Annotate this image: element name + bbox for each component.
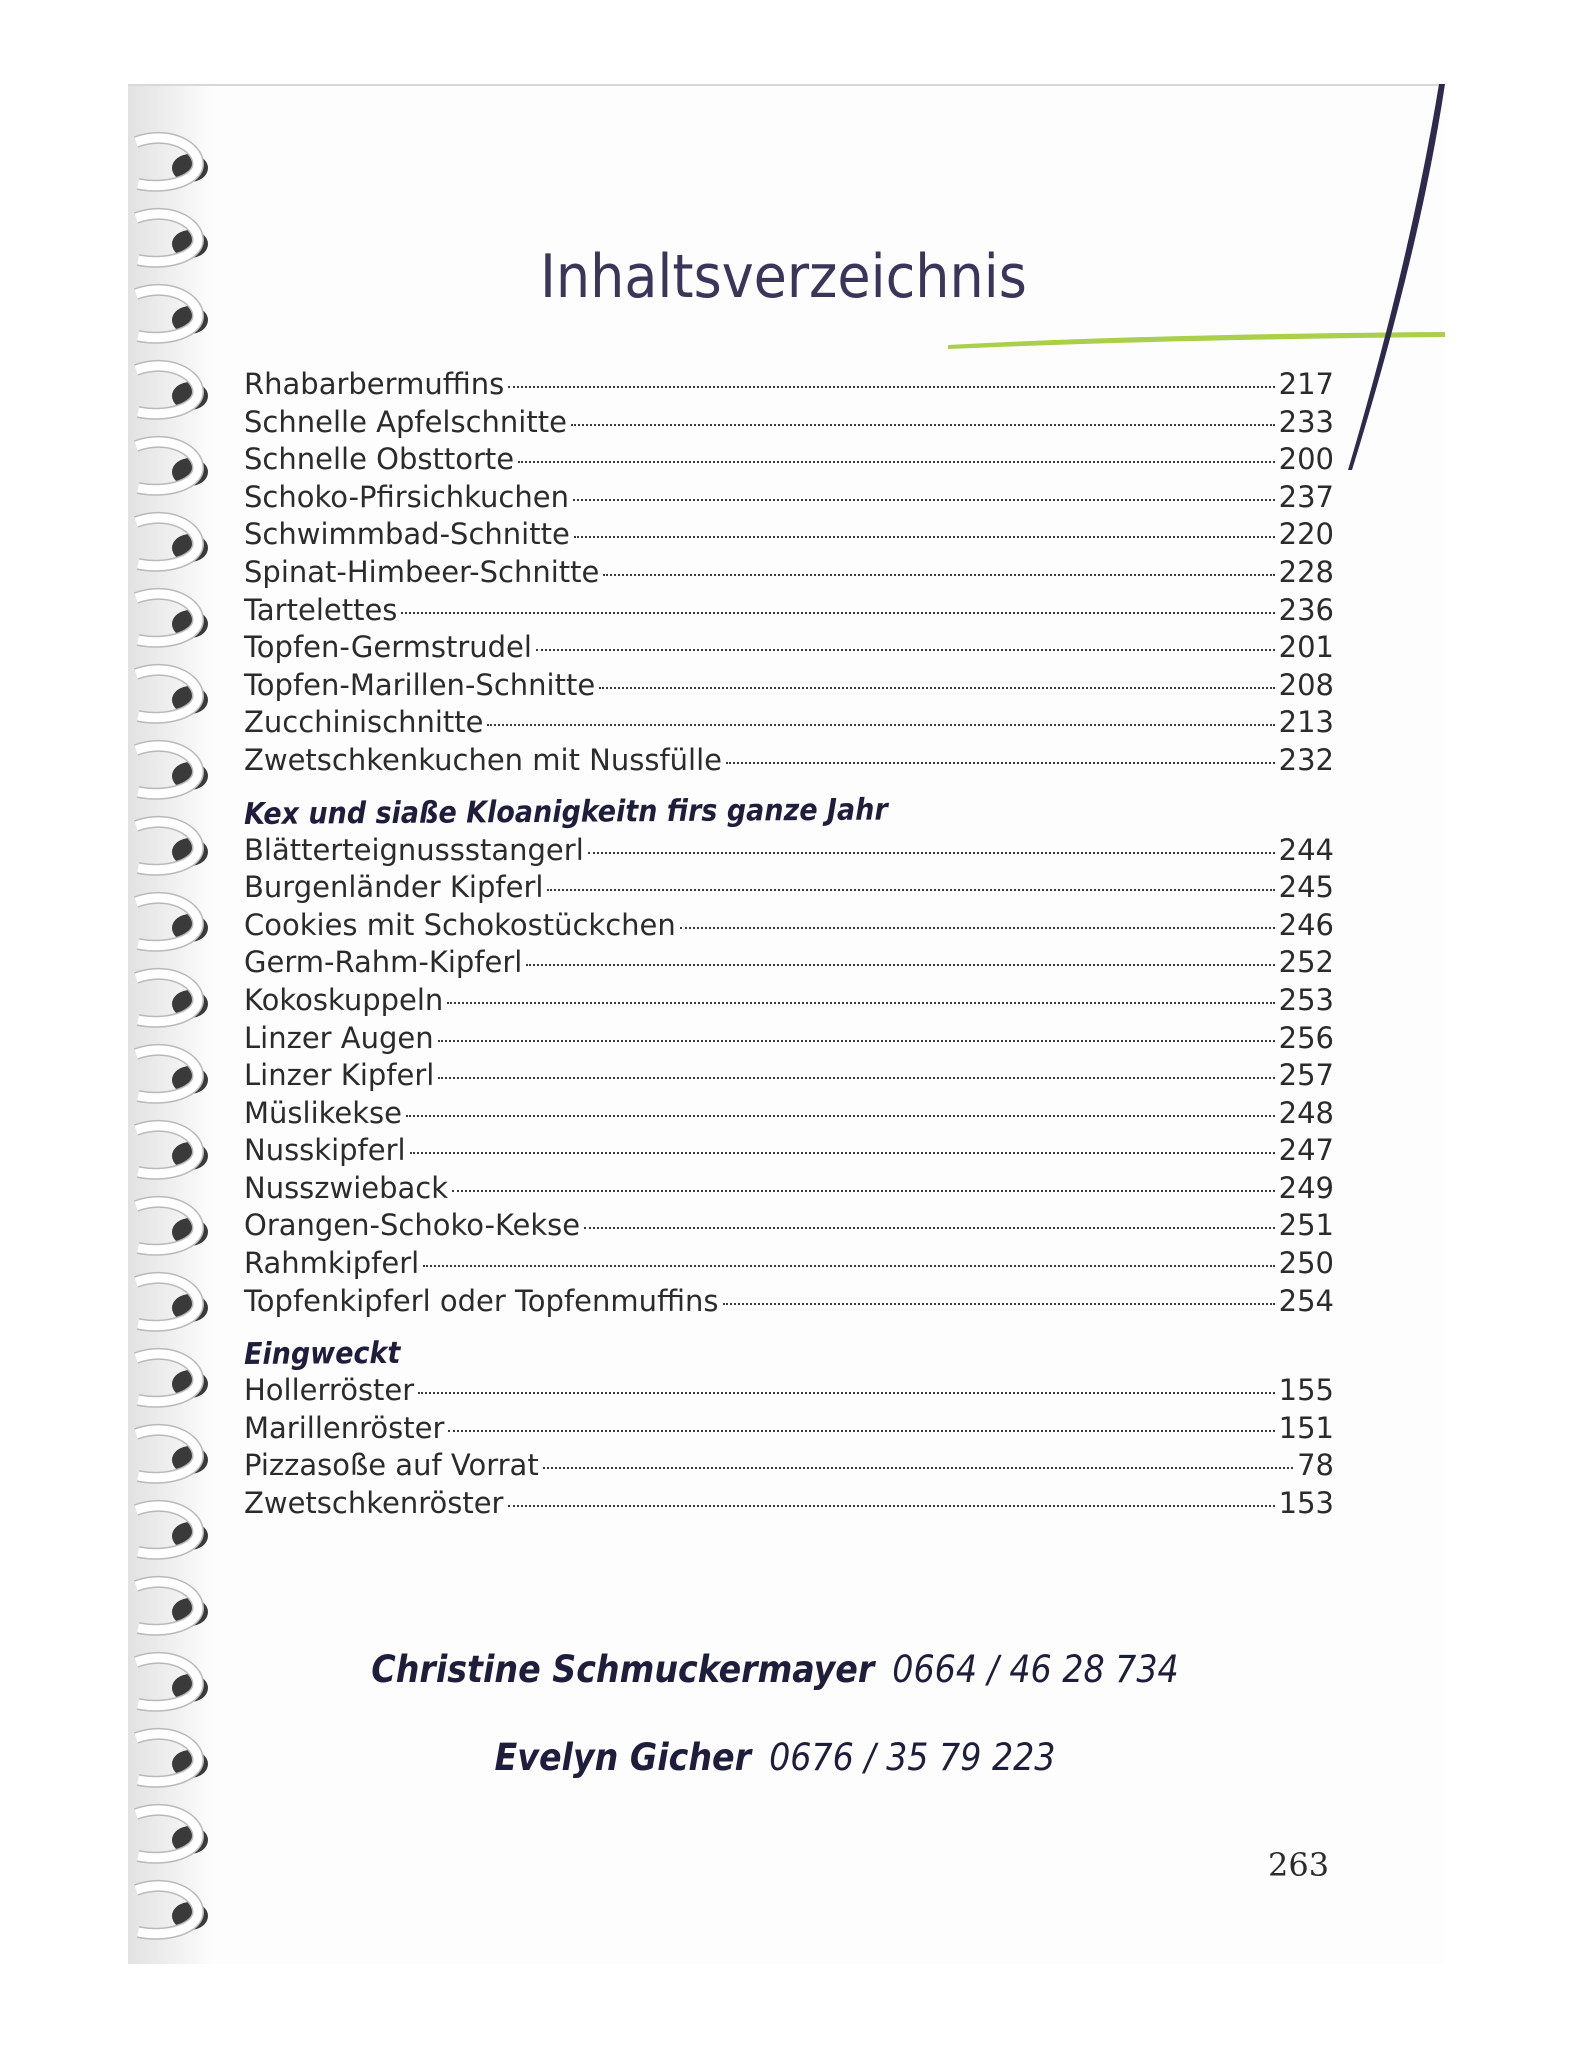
toc-entry — [244, 1410, 1334, 1448]
entry-page-number: 245 — [1278, 870, 1334, 905]
toc-entry — [244, 869, 1334, 907]
dot-leader — [526, 964, 1274, 966]
spiral-ring — [136, 1658, 208, 1706]
spiral-ring — [136, 746, 208, 794]
entry-title: Schoko-Pfirsichkuchen — [244, 479, 569, 514]
entry-page-number: 200 — [1278, 442, 1334, 477]
entry-page-number: 249 — [1278, 1170, 1334, 1205]
entry-title: Cookies mit Schokostückchen — [244, 907, 676, 942]
entry-page-number: 254 — [1278, 1283, 1334, 1318]
entry-page-number: 247 — [1278, 1133, 1334, 1168]
dot-leader — [518, 461, 1275, 463]
contact-line — [300, 1728, 1250, 1816]
entry-title: Zucchinischnitte — [244, 705, 484, 740]
spiral-ring — [136, 974, 208, 1022]
section-heading: Kex und siaße Kloanigkeitn firs ganze Jahr — [243, 792, 888, 832]
dot-leader — [438, 1077, 1274, 1079]
toc-entry — [244, 629, 1334, 667]
spiral-ring — [136, 1886, 208, 1934]
dot-leader — [588, 852, 1275, 854]
entry-page-number: 151 — [1278, 1410, 1334, 1445]
entry-page-number: 213 — [1278, 705, 1334, 740]
toc-entry — [244, 366, 1334, 404]
entry-page-number: 237 — [1278, 479, 1334, 514]
spiral-ring — [136, 1582, 208, 1630]
entry-title: Spinat-Himbeer-Schnitte — [244, 554, 600, 589]
entry-page-number: 155 — [1278, 1373, 1334, 1408]
dot-leader — [584, 1227, 1275, 1229]
entry-page-number: 256 — [1278, 1020, 1334, 1055]
dot-leader — [599, 687, 1274, 689]
toc-entry — [244, 554, 1334, 592]
toc-entry — [244, 1485, 1334, 1523]
page-number: 263 — [1268, 1846, 1330, 1884]
entry-title: Blätterteignussstangerl — [244, 832, 584, 867]
entry-title: Topfenkipferl oder Topfenmuffins — [244, 1283, 719, 1318]
spiral-ring — [136, 442, 208, 490]
toc-entry — [244, 1095, 1334, 1133]
entry-page-number: 253 — [1278, 982, 1334, 1017]
toc-entry — [244, 516, 1334, 554]
entry-page-number: 257 — [1278, 1058, 1334, 1093]
entry-title: Hollerröster — [244, 1373, 415, 1408]
dot-leader — [603, 574, 1274, 576]
contact-name: Evelyn Gicher — [494, 1736, 752, 1779]
entry-title: Müslikekse — [244, 1095, 402, 1130]
dot-leader — [438, 1040, 1275, 1042]
entry-title: Rahmkipferl — [244, 1246, 420, 1281]
entry-page-number: 252 — [1278, 945, 1334, 980]
spiral-ring — [136, 822, 208, 870]
toc-entry — [244, 667, 1334, 705]
toc-entry — [244, 479, 1334, 517]
toc-entry — [244, 982, 1334, 1020]
entry-page-number: 217 — [1278, 367, 1334, 401]
spiral-ring — [136, 1126, 208, 1174]
spiral-ring — [136, 898, 208, 946]
dot-leader — [410, 1152, 1275, 1154]
entry-title: Topfen-Marillen-Schnitte — [244, 667, 596, 702]
entry-page-number: 236 — [1278, 592, 1334, 627]
entry-title: Schnelle Obsttorte — [244, 442, 515, 477]
toc-entry — [244, 404, 1334, 442]
entry-title: Schwimmbad-Schnitte — [244, 517, 570, 552]
spiral-ring — [136, 366, 208, 414]
table-of-contents — [244, 366, 1334, 1523]
dot-leader — [508, 1505, 1275, 1507]
entry-page-number: 228 — [1278, 554, 1334, 589]
entry-page-number: 78 — [1297, 1448, 1334, 1483]
entry-title: Zwetschkenröster — [244, 1486, 504, 1521]
entry-title: Linzer Augen — [244, 1020, 434, 1055]
toc-entry — [244, 944, 1334, 982]
dot-leader — [680, 927, 1275, 929]
contacts — [300, 1640, 1250, 1816]
toc-entry — [244, 907, 1334, 945]
spiral-ring — [136, 1278, 208, 1326]
contact-phone: 0676 / 35 79 223 — [769, 1736, 1056, 1779]
entry-title: Tartelettes — [244, 592, 398, 627]
toc-entry — [244, 1170, 1334, 1208]
dot-leader — [574, 536, 1275, 538]
dot-leader — [573, 499, 1275, 501]
section-heading: Eingweckt — [243, 1336, 401, 1373]
dot-leader — [423, 1265, 1274, 1267]
entry-title: Pizzasoße auf Vorrat — [244, 1448, 539, 1483]
dot-leader — [487, 724, 1274, 726]
toc-entry — [244, 832, 1334, 870]
entry-page-number: 246 — [1278, 907, 1334, 942]
entry-page-number: 233 — [1278, 404, 1334, 439]
entry-page-number: 232 — [1278, 742, 1334, 777]
entry-title: Orangen-Schoko-Kekse — [244, 1208, 581, 1243]
spiral-ring — [136, 1202, 208, 1250]
toc-section — [244, 1338, 1334, 1522]
spiral-ring — [136, 290, 208, 338]
entry-title: Linzer Kipferl — [244, 1058, 435, 1093]
toc-section — [244, 366, 1334, 780]
spiral-ring — [136, 138, 208, 186]
toc-entry — [244, 1283, 1334, 1321]
entry-page-number: 220 — [1278, 517, 1334, 552]
spiral-ring — [136, 594, 208, 642]
toc-entry — [244, 1132, 1334, 1170]
dot-leader — [401, 612, 1274, 614]
entry-title: Schnelle Apfelschnitte — [244, 404, 567, 439]
dot-leader — [723, 1303, 1275, 1305]
entry-title: Nusszwieback — [244, 1170, 449, 1205]
spiral-binding-icon — [128, 110, 238, 1950]
toc-entry — [244, 1245, 1334, 1283]
toc-entry — [244, 441, 1334, 479]
toc-entry — [244, 1207, 1334, 1245]
dot-leader — [536, 649, 1275, 651]
entry-title: Kokoskuppeln — [244, 982, 444, 1017]
toc-entry — [244, 1057, 1334, 1095]
contact-name: Christine Schmuckermayer — [371, 1648, 875, 1691]
entry-title: Marillenröster — [244, 1410, 445, 1445]
spiral-ring — [136, 1506, 208, 1554]
spiral-ring — [136, 1734, 208, 1782]
dot-leader — [447, 1002, 1274, 1004]
dot-leader — [452, 1190, 1275, 1192]
spiral-ring — [136, 670, 208, 718]
entry-title: Burgenländer Kipferl — [244, 870, 544, 905]
entry-page-number: 208 — [1278, 667, 1334, 702]
toc-entry — [244, 592, 1334, 630]
entry-title: Nusskipferl — [244, 1133, 406, 1168]
page-title: Inhaltsverzeichnis — [540, 242, 1027, 312]
contact-phone: 0664 / 46 28 734 — [892, 1648, 1179, 1691]
dot-leader — [547, 889, 1274, 891]
dot-leader — [418, 1392, 1274, 1394]
spiral-ring — [136, 1050, 208, 1098]
spiral-ring — [136, 1430, 208, 1478]
dot-leader — [543, 1467, 1293, 1469]
dot-leader — [448, 1430, 1274, 1432]
entry-page-number: 153 — [1278, 1486, 1334, 1521]
dot-leader — [406, 1115, 1275, 1117]
entry-page-number: 244 — [1278, 832, 1334, 867]
toc-entry — [244, 704, 1334, 742]
dot-leader — [726, 762, 1275, 764]
toc-entry — [244, 742, 1334, 780]
spiral-ring — [136, 1810, 208, 1858]
toc-entry — [244, 1447, 1334, 1485]
dot-leader — [508, 386, 1274, 388]
entry-page-number: 248 — [1278, 1095, 1334, 1130]
toc-section — [243, 792, 1334, 1321]
contact-line — [300, 1640, 1250, 1728]
spiral-ring — [136, 214, 208, 262]
entry-title: Rhabarbermuffins — [244, 367, 505, 401]
dot-leader — [571, 424, 1275, 426]
entry-title: Germ-Rahm-Kipferl — [244, 945, 523, 980]
entry-page-number: 251 — [1278, 1208, 1334, 1243]
entry-title: Zwetschkenkuchen mit Nussfülle — [244, 742, 722, 777]
toc-entry — [244, 1020, 1334, 1058]
entry-title: Topfen-Germstrudel — [244, 630, 532, 665]
entry-page-number: 201 — [1278, 630, 1334, 665]
toc-entry — [244, 1372, 1334, 1410]
spiral-ring — [136, 518, 208, 566]
entry-page-number: 250 — [1278, 1246, 1334, 1281]
spiral-ring — [136, 1354, 208, 1402]
